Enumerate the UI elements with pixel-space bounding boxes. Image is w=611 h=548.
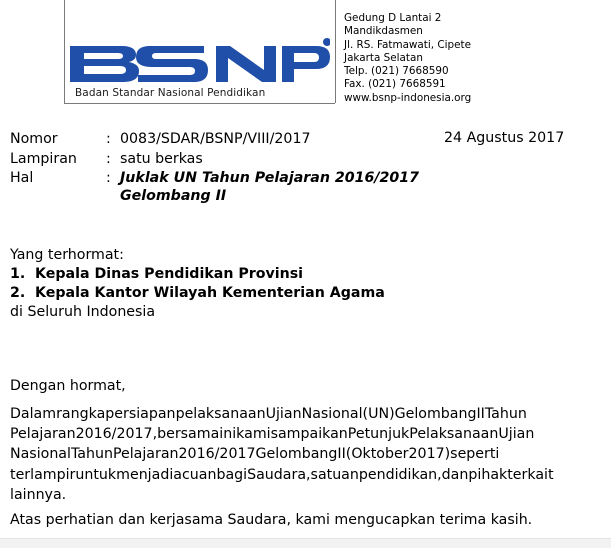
word: dan [441, 466, 469, 483]
word: bagi [216, 466, 248, 483]
recipient-region: di Seluruh Indonesia [10, 304, 156, 320]
website-link[interactable]: www.bsnp-indonesia.org [344, 91, 472, 104]
recipient-item [10, 265, 303, 283]
word: untuk [75, 466, 117, 483]
address-line: Mandikdasmen [344, 25, 423, 38]
org-name: Badan Standar Nasional Pendidikan [75, 87, 266, 99]
bsnp-logo [68, 38, 330, 88]
word: menjadi [116, 466, 174, 483]
word: (Oktober [345, 446, 409, 463]
word: Tahun [70, 446, 113, 463]
lampiran-label: Lampiran [10, 151, 77, 167]
word: Ujian [498, 426, 535, 443]
recipient-text: Kepala Kantor Wilayah Kementerian Agama [35, 285, 385, 301]
word: pihak [468, 466, 508, 483]
word: satuan [310, 466, 359, 483]
lampiran-value: satu berkas [120, 151, 203, 167]
letterhead-address [344, 12, 471, 105]
word: Gelombang [255, 446, 338, 463]
recipient-number: 2. [10, 285, 26, 301]
letterhead-frame-left [64, 0, 65, 103]
word: terlampir [10, 466, 76, 483]
word: terkait [507, 466, 554, 483]
word: Tahun [484, 406, 527, 422]
word: acuan [173, 466, 217, 483]
word: rangka [56, 406, 106, 422]
paragraph-line [10, 444, 603, 464]
page-bottom-edge [0, 538, 611, 548]
paragraph-line [10, 465, 603, 485]
word: kami [236, 426, 271, 443]
word: Nasional [301, 406, 363, 422]
address-line: Jakarta Selatan [344, 51, 423, 64]
recipient-number: 1. [10, 266, 26, 282]
recipient-item [10, 284, 385, 302]
body-paragraph [10, 404, 603, 505]
word: Pelaksanaan [409, 426, 499, 443]
closing: Atas perhatian dan kerjasama Saudara, kami mengucapkan terima kasih. [10, 512, 533, 528]
word: Ujian [265, 406, 302, 422]
colon: : [106, 170, 111, 186]
address-line: Jl. RS. Fatmawati, Cipete [344, 38, 471, 51]
address-line: Gedung D Lantai 2 [344, 12, 442, 24]
word: Saudara, [247, 466, 311, 483]
word: Gelombang [394, 406, 477, 422]
word: pelaksanaan [175, 406, 266, 422]
word: sampaikan [270, 426, 348, 443]
letterhead-frame-bottom [64, 103, 335, 104]
word: Pelajaran [10, 426, 76, 443]
hal-value: Juklak UN Tahun Pelajaran 2016/2017 [120, 170, 420, 186]
paragraph-line [10, 404, 603, 424]
word: persiapan [105, 406, 176, 422]
word: II [337, 446, 346, 463]
word: Pelajaran [112, 446, 179, 463]
paragraph-line: lainnya. [10, 486, 67, 503]
colon: : [106, 131, 111, 147]
letterhead-frame-right [335, 0, 336, 103]
word: 2016/2017, [75, 426, 158, 443]
word: (UN) [362, 406, 395, 422]
address-line: Telp. (021) 7668590 [344, 65, 449, 78]
address-line: Fax. (021) 7668591 [344, 78, 446, 91]
word: II [476, 406, 485, 422]
letter-date: 24 Agustus 2017 [444, 130, 565, 146]
word: Nasional [10, 446, 71, 463]
word: 2016/2017 [178, 446, 256, 463]
word: bersama [157, 426, 220, 443]
word: Dalam [10, 406, 57, 422]
hal-value-continued: Gelombang II [120, 188, 227, 204]
letterhead [0, 0, 611, 113]
nomor-value: 0083/SDAR/BSNP/VIII/2017 [120, 131, 311, 147]
colon: : [106, 151, 111, 167]
nomor-label: Nomor [10, 131, 58, 147]
recipient-text: Kepala Dinas Pendidikan Provinsi [35, 266, 304, 282]
greeting: Dengan hormat, [10, 378, 126, 394]
word: pendidikan, [358, 466, 442, 483]
word: Petunjuk [347, 426, 410, 443]
salutation: Yang terhormat: [10, 247, 124, 263]
word: 2017) [408, 446, 451, 463]
paragraph-line [10, 424, 603, 444]
word: ini [219, 426, 237, 443]
word: seperti [450, 446, 500, 463]
hal-label: Hal [10, 170, 34, 186]
